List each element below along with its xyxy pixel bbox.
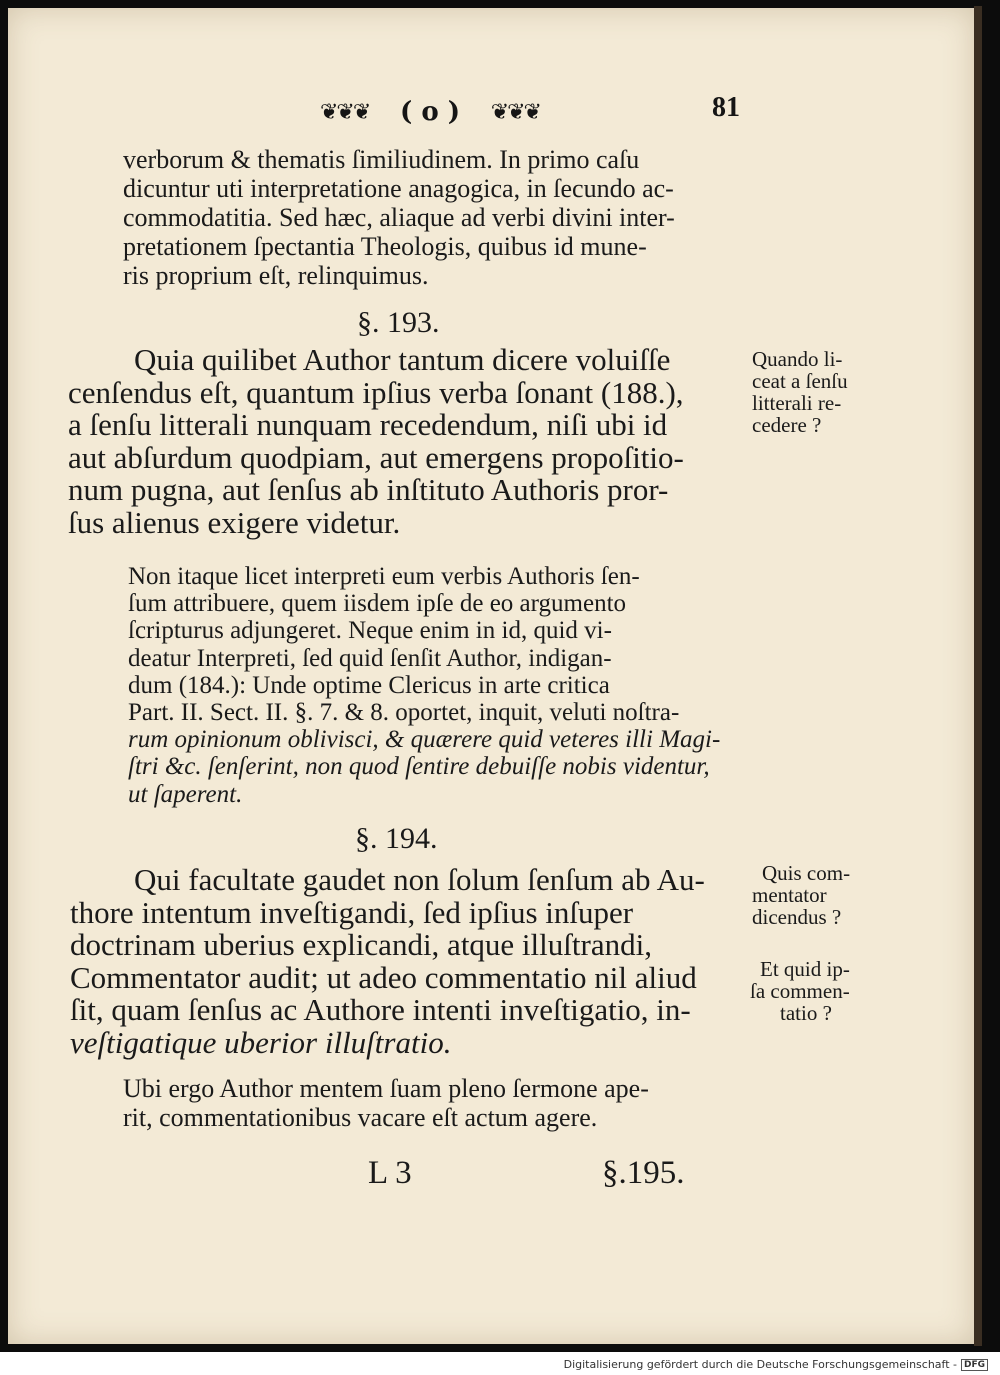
credit-text: Digitalisierung gefördert durch die Deutsche Forschungsgemeinschaft - [563, 1358, 957, 1371]
section-194-body [70, 864, 742, 1059]
text-line: ris proprium eſt, relinquimus. [123, 261, 429, 290]
margin-line: dicendus ? [752, 905, 842, 929]
text-line: thore intentum inveſtigandi, ſed ipſius inſuper [70, 894, 634, 930]
text-line: deatur Interpreti, ſed quid ſenſit Author, indigan- [128, 644, 612, 672]
text-line: doctrinam uberius explicandi, atque illuſtrandi, [70, 927, 652, 962]
text-line: num pugna, aut ſenſus ab inſtituto Authoris pror- [68, 472, 669, 507]
margin-line: mentator [752, 883, 827, 907]
text-line: veſtigatique uberior illuſtratio. [70, 1024, 452, 1060]
text-line: dum (184.): Unde optime Clericus in arte critica [128, 671, 610, 699]
text-line: verborum & thematis ſimiliudinem. In primo caſu [123, 145, 640, 174]
text-line: a ſenſu litterali nunquam recedendum, niſi ubi id [68, 407, 668, 442]
header-ornament [320, 92, 540, 132]
margin-note-193 [752, 348, 874, 436]
text-line: Quia quilibet Author tantum dicere voluiſſe [134, 342, 671, 377]
signature-mark: L 3 [368, 1155, 412, 1191]
text-line: dicuntur uti interpretatione anagogica, in ſecundo ac- [123, 174, 674, 203]
margin-line: tatio ? [780, 1001, 832, 1025]
margin-line: litterali re- [752, 391, 842, 415]
paragraph-top [123, 145, 748, 290]
margin-note-194-commentator [752, 862, 874, 928]
fleuron-left-icon: ❦❦❦ [320, 99, 370, 125]
text-line: cenſendus eſt, quantum ipſius verba ſonant (188.), [68, 374, 684, 410]
text-line: ſtri &c. ſenſerint, non quod ſentire debuiſſe nobis videntur, [128, 753, 710, 781]
text-line: pretationem ſpectantia Theologis, quibus id mune- [123, 232, 647, 261]
dfg-logo-icon: DFG [961, 1359, 988, 1371]
page-number: 81 [712, 92, 740, 123]
margin-line: Quando li- [752, 347, 843, 371]
text-line: Qui facultate gaudet non ſolum ſenſum ab Au- [134, 862, 705, 897]
text-line: aut abſurdum quodpiam, aut emergens propoſitio- [68, 439, 684, 475]
text-line: Ubi ergo Author mentem ſuam pleno ſermone ape- [123, 1074, 649, 1103]
text-line: Non itaque licet interpreti eum verbis Authoris ſen- [128, 563, 640, 590]
margin-line: ceat a ſenſu [752, 369, 848, 393]
fleuron-right-icon: ❦❦❦ [490, 99, 540, 125]
text-line: ſit, quam ſenſus ac Authore intenti inveſtigatio, in- [70, 992, 691, 1027]
section-193-note [128, 563, 750, 808]
digitization-credit [564, 1358, 988, 1371]
margin-line: Quis com- [762, 861, 851, 885]
catchword: §.195. [602, 1155, 685, 1191]
text-line: ſus alienus exigere videtur. [68, 504, 401, 540]
text-line: commodatitia. Sed hæc, aliaque ad verbi divini inter- [123, 203, 675, 232]
section-193-body [68, 344, 748, 539]
margin-line: Et quid ip- [760, 957, 850, 981]
text-line: Part. II. Sect. II. §. 7. & 8. oportet, inquit, veluti noſtra- [128, 699, 680, 727]
text-line: ut ſaperent. [128, 780, 243, 808]
ornament-center: ( o ) [399, 97, 461, 127]
text-line: ſum attribuere, quem iisdem ipſe de eo argumento [128, 590, 627, 618]
page-edge [974, 6, 982, 1346]
text-line: ſcripturus adjungeret. Neque enim in id, quid vi- [128, 617, 612, 645]
text-line: rum opinionum oblivisci, & quærere quid veteres illi Magi- [128, 726, 721, 754]
text-line: rit, commentationibus vacare eſt actum agere. [123, 1103, 598, 1132]
text-line: Commentator audit; ut adeo commentatio nil aliud [70, 959, 697, 995]
section-194-note [123, 1074, 748, 1132]
section-heading-193: §. 193. [357, 306, 440, 339]
section-heading-194: §. 194. [355, 822, 438, 855]
margin-line: ſa commen- [750, 979, 850, 1003]
margin-line: cedere ? [752, 413, 822, 437]
margin-note-194-commentatio [750, 958, 874, 1024]
